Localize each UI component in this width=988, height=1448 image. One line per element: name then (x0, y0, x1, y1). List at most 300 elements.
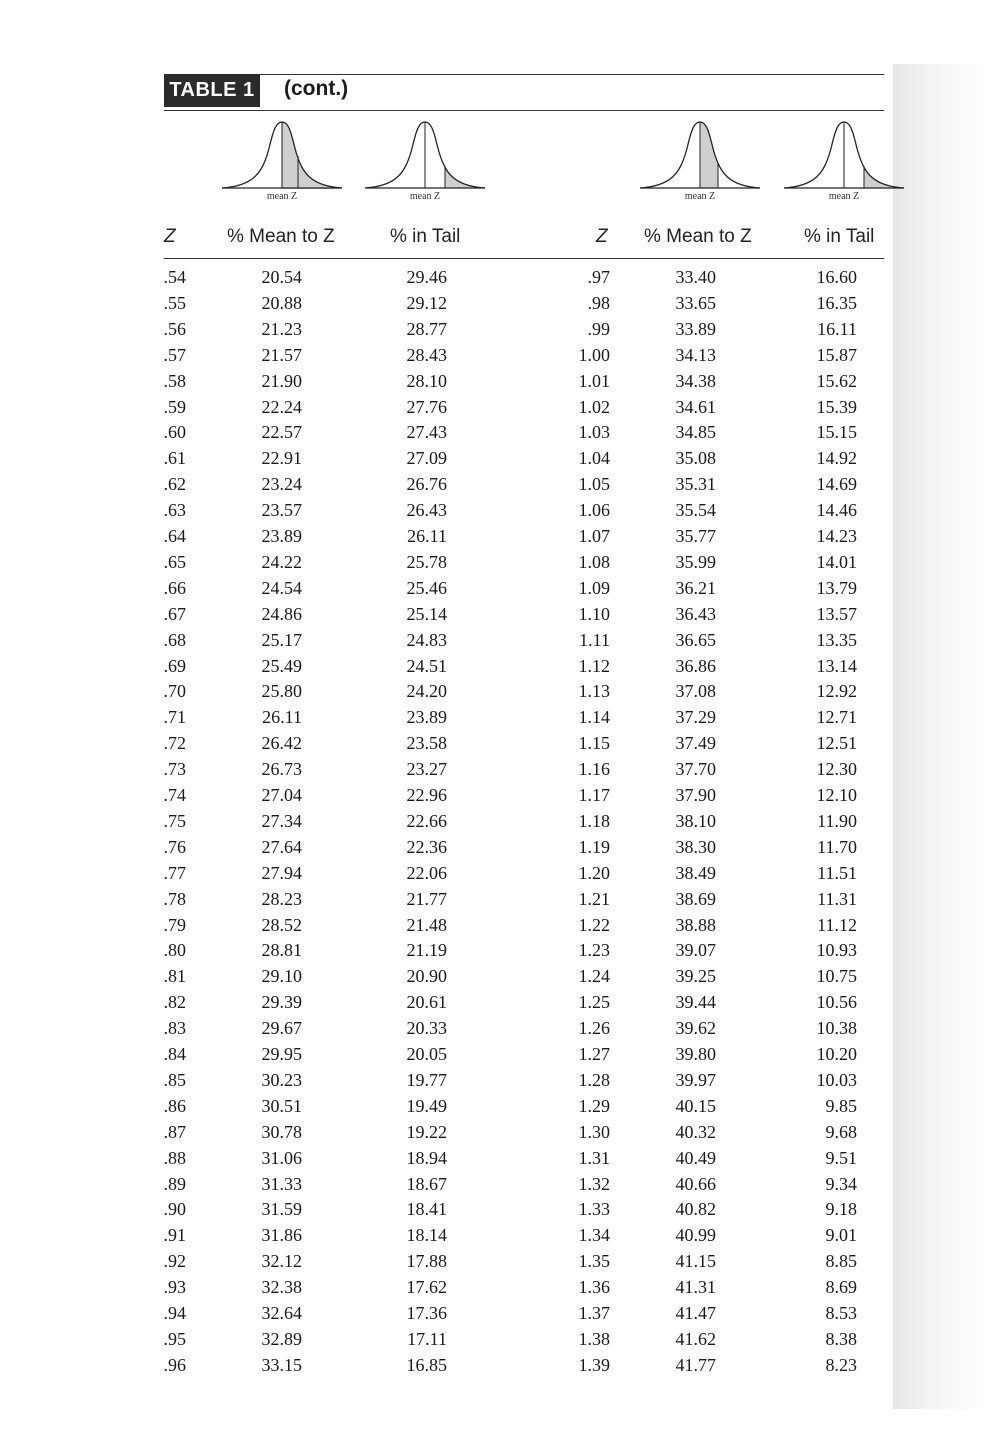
table-row (0, 912, 988, 938)
cell-z-left: .85 (163, 1069, 186, 1090)
cell-in-tail-left: 22.66 (406, 810, 447, 831)
cell-in-tail-left: 22.96 (406, 785, 447, 805)
cell-in-tail-right: 15.62 (816, 370, 857, 391)
cell-z-right: 1.10 (578, 603, 610, 624)
cell-mean-to-z-left: 24.86 (261, 603, 302, 624)
cell-z-right: 1.12 (578, 655, 610, 676)
cell-mean-to-z-right: 39.25 (675, 966, 716, 987)
cell-mean-to-z-right: 37.49 (675, 733, 716, 754)
cell-mean-to-z-right: 33.40 (675, 267, 716, 287)
cell-z-right: 1.24 (578, 966, 610, 987)
cell-mean-to-z-left: 20.54 (261, 267, 302, 287)
cell-z-left: .61 (163, 448, 186, 469)
cell-in-tail-left: 28.10 (406, 370, 447, 391)
cell-mean-to-z-left: 27.94 (261, 862, 302, 883)
cell-mean-to-z-left: 27.04 (261, 785, 302, 805)
cell-z-right: 1.32 (578, 1173, 610, 1194)
cell-z-right: 1.07 (578, 526, 610, 546)
header-mean-to-z-left: % Mean to Z (227, 226, 335, 247)
cell-in-tail-left: 25.78 (406, 551, 447, 572)
cell-z-left: .78 (163, 888, 186, 909)
cell-in-tail-right: 15.87 (816, 344, 857, 365)
cell-mean-to-z-right: 40.82 (675, 1199, 716, 1220)
cell-z-right: 1.20 (578, 862, 610, 883)
cell-in-tail-right: 11.90 (817, 810, 857, 831)
cell-in-tail-right: 12.92 (816, 681, 857, 702)
table-row (0, 394, 988, 420)
cell-z-right: 1.11 (579, 629, 610, 650)
cell-z-left: .56 (163, 318, 186, 339)
cell-z-left: .73 (163, 759, 186, 780)
cell-mean-to-z-right: 36.65 (675, 629, 716, 650)
cell-mean-to-z-right: 37.29 (675, 707, 716, 728)
cell-in-tail-left: 17.88 (406, 1251, 447, 1272)
cell-mean-to-z-right: 38.10 (675, 810, 716, 831)
cell-in-tail-right: 11.51 (817, 862, 857, 883)
cell-in-tail-right: 10.03 (816, 1069, 857, 1090)
cell-z-left: .76 (163, 836, 186, 857)
table-row (0, 419, 988, 445)
cell-mean-to-z-left: 22.91 (261, 448, 302, 469)
table-row (0, 808, 988, 834)
cell-mean-to-z-left: 26.42 (261, 733, 302, 754)
cell-mean-to-z-right: 41.47 (675, 1303, 716, 1323)
cell-in-tail-left: 22.36 (406, 836, 447, 857)
cell-in-tail-left: 18.67 (406, 1173, 447, 1194)
cell-in-tail-left: 29.46 (406, 267, 447, 287)
cell-mean-to-z-left: 25.17 (261, 629, 302, 650)
cell-in-tail-right: 9.51 (825, 1147, 857, 1168)
cell-mean-to-z-right: 37.08 (675, 681, 716, 702)
cell-in-tail-left: 25.14 (406, 603, 447, 624)
cell-in-tail-left: 22.06 (406, 862, 447, 883)
header-in-tail-left: % in Tail (390, 226, 461, 247)
cell-z-right: 1.28 (578, 1069, 610, 1090)
cell-mean-to-z-right: 33.89 (675, 318, 716, 339)
cell-z-right: 1.14 (578, 707, 610, 728)
cell-mean-to-z-left: 29.67 (261, 1018, 302, 1039)
cell-z-right: 1.16 (578, 759, 610, 780)
cell-mean-to-z-right: 35.08 (675, 448, 716, 469)
cell-z-right: 1.09 (578, 577, 610, 598)
cell-in-tail-right: 8.53 (825, 1303, 857, 1323)
table-row (0, 445, 988, 471)
curve-in-tail-left (363, 118, 487, 208)
cell-mean-to-z-right: 34.38 (675, 370, 716, 391)
cell-mean-to-z-left: 30.78 (261, 1121, 302, 1142)
cell-z-left: .71 (163, 707, 186, 728)
cell-mean-to-z-left: 24.54 (261, 577, 302, 598)
cell-z-left: .79 (163, 914, 186, 935)
cell-mean-to-z-left: 29.10 (261, 966, 302, 987)
cell-mean-to-z-left: 23.57 (261, 500, 302, 521)
table-row (0, 471, 988, 497)
cell-in-tail-left: 29.12 (406, 292, 447, 313)
cell-in-tail-left: 20.61 (406, 992, 447, 1013)
table-row (0, 1326, 988, 1352)
cell-in-tail-left: 23.89 (406, 707, 447, 728)
cell-z-left: .64 (163, 526, 186, 546)
cell-in-tail-left: 21.48 (406, 914, 447, 935)
cell-in-tail-right: 12.71 (816, 707, 857, 728)
cell-mean-to-z-right: 40.49 (675, 1147, 716, 1168)
table-row (0, 1171, 988, 1197)
cell-z-right: 1.30 (578, 1121, 610, 1142)
table-row (0, 497, 988, 523)
cell-mean-to-z-left: 24.22 (261, 551, 302, 572)
cell-z-left: .77 (163, 862, 186, 883)
curve-label: mean Z (684, 191, 716, 202)
cell-in-tail-right: 14.23 (816, 526, 857, 546)
cell-z-left: .87 (163, 1121, 186, 1142)
cell-in-tail-left: 19.77 (406, 1069, 447, 1090)
cell-z-right: 1.33 (578, 1199, 610, 1220)
cell-in-tail-left: 19.49 (406, 1095, 447, 1116)
cell-z-left: .95 (163, 1328, 186, 1349)
cell-z-right: 1.23 (578, 940, 610, 961)
cell-in-tail-left: 21.19 (406, 940, 447, 961)
cell-in-tail-right: 11.70 (817, 836, 857, 857)
cell-in-tail-right: 11.12 (817, 914, 857, 935)
cell-z-left: .65 (163, 551, 186, 572)
cell-mean-to-z-left: 27.34 (261, 810, 302, 831)
cell-in-tail-left: 26.43 (406, 500, 447, 521)
cell-z-left: .90 (163, 1199, 186, 1220)
cell-in-tail-left: 17.36 (406, 1303, 447, 1323)
cell-z-right: 1.02 (578, 396, 610, 417)
cell-mean-to-z-right: 34.85 (675, 422, 716, 443)
top-rule (260, 74, 884, 75)
cell-z-left: .84 (163, 1044, 186, 1064)
cell-mean-to-z-right: 39.07 (675, 940, 716, 961)
cell-z-left: .67 (163, 603, 186, 624)
cell-mean-to-z-right: 36.86 (675, 655, 716, 676)
cell-in-tail-right: 10.56 (816, 992, 857, 1013)
cell-mean-to-z-right: 37.70 (675, 759, 716, 780)
cell-in-tail-right: 9.34 (825, 1173, 857, 1194)
cell-in-tail-right: 10.38 (816, 1018, 857, 1039)
cell-z-left: .83 (163, 1018, 186, 1039)
cell-in-tail-right: 14.69 (816, 474, 857, 495)
cell-z-right: 1.03 (578, 422, 610, 443)
cell-z-right: 1.00 (578, 344, 610, 365)
cell-in-tail-left: 28.77 (406, 318, 447, 339)
table-row (0, 886, 988, 912)
cell-z-left: .60 (163, 422, 186, 443)
cell-in-tail-left: 23.58 (406, 733, 447, 754)
cell-in-tail-right: 10.75 (816, 966, 857, 987)
cell-z-right: 1.01 (578, 370, 610, 391)
cell-mean-to-z-right: 36.21 (675, 577, 716, 598)
cell-in-tail-right: 12.51 (816, 733, 857, 754)
cell-mean-to-z-left: 26.11 (262, 707, 302, 728)
cell-in-tail-left: 26.11 (407, 526, 447, 546)
cell-z-right: 1.04 (578, 448, 610, 469)
cell-mean-to-z-right: 39.62 (675, 1018, 716, 1039)
cell-mean-to-z-right: 39.44 (675, 992, 716, 1013)
table-row (0, 1041, 988, 1067)
cell-in-tail-right: 13.35 (816, 629, 857, 650)
cell-in-tail-left: 27.76 (406, 396, 447, 417)
cell-z-right: 1.17 (578, 785, 610, 805)
cell-in-tail-right: 11.31 (817, 888, 857, 909)
cell-in-tail-right: 14.92 (816, 448, 857, 469)
cell-z-left: .70 (163, 681, 186, 702)
cell-mean-to-z-left: 28.52 (261, 914, 302, 935)
cell-in-tail-left: 19.22 (406, 1121, 447, 1142)
cell-z-right: 1.37 (578, 1303, 610, 1323)
table-row (0, 1196, 988, 1222)
cell-in-tail-left: 21.77 (406, 888, 447, 909)
cell-z-left: .59 (163, 396, 186, 417)
cell-z-right: 1.05 (578, 474, 610, 495)
cell-mean-to-z-left: 25.80 (261, 681, 302, 702)
cell-mean-to-z-right: 41.77 (675, 1354, 716, 1375)
cell-mean-to-z-left: 32.64 (261, 1303, 302, 1323)
cell-in-tail-left: 20.05 (406, 1044, 447, 1064)
cell-mean-to-z-left: 29.95 (261, 1044, 302, 1064)
cell-mean-to-z-right: 37.90 (675, 785, 716, 805)
table-row (0, 1119, 988, 1145)
table-row (0, 860, 988, 886)
cell-z-left: .86 (163, 1095, 186, 1116)
table-row (0, 523, 988, 549)
cell-z-right: 1.15 (578, 733, 610, 754)
cont-label: (cont.) (284, 77, 349, 100)
cell-mean-to-z-left: 31.33 (261, 1173, 302, 1194)
cell-z-right: 1.21 (578, 888, 610, 909)
table-row (0, 963, 988, 989)
cell-mean-to-z-right: 41.31 (675, 1277, 716, 1298)
table-row (0, 1352, 988, 1378)
cell-mean-to-z-left: 26.73 (261, 759, 302, 780)
cell-in-tail-right: 10.93 (816, 940, 857, 961)
cell-mean-to-z-right: 36.43 (675, 603, 716, 624)
cell-mean-to-z-left: 28.81 (261, 940, 302, 961)
cell-mean-to-z-left: 22.57 (261, 422, 302, 443)
cell-in-tail-right: 13.79 (816, 577, 857, 598)
cell-z-right: 1.29 (578, 1095, 610, 1116)
curve-mean-to-z-right (638, 118, 762, 208)
cell-in-tail-left: 18.14 (406, 1225, 447, 1246)
table-row (0, 678, 988, 704)
header-in-tail-right: % in Tail (804, 226, 875, 247)
cell-in-tail-right: 12.30 (816, 759, 857, 780)
cell-mean-to-z-left: 32.38 (261, 1277, 302, 1298)
cell-mean-to-z-left: 27.64 (261, 836, 302, 857)
cell-z-left: .68 (163, 629, 186, 650)
cell-mean-to-z-right: 40.32 (675, 1121, 716, 1142)
cell-in-tail-left: 26.76 (406, 474, 447, 495)
cell-in-tail-left: 17.11 (407, 1328, 447, 1349)
cell-mean-to-z-left: 30.23 (261, 1069, 302, 1090)
table-row (0, 601, 988, 627)
cell-in-tail-right: 10.20 (816, 1044, 857, 1064)
cell-z-right: .98 (587, 292, 610, 313)
cell-z-left: .75 (163, 810, 186, 831)
cell-mean-to-z-left: 22.24 (261, 396, 302, 417)
cell-z-right: 1.08 (578, 551, 610, 572)
table-row (0, 704, 988, 730)
cell-z-right: 1.27 (578, 1044, 610, 1064)
table-row (0, 1015, 988, 1041)
header-z-left: Z (164, 226, 176, 247)
cell-z-left: .72 (163, 733, 186, 754)
cell-in-tail-left: 17.62 (406, 1277, 447, 1298)
cell-mean-to-z-left: 29.39 (261, 992, 302, 1013)
cell-mean-to-z-left: 28.23 (261, 888, 302, 909)
table-row (0, 342, 988, 368)
cell-in-tail-right: 8.85 (825, 1251, 857, 1272)
cell-z-right: 1.26 (578, 1018, 610, 1039)
curve-label: mean Z (266, 191, 298, 202)
curve-mean-to-z-left (220, 118, 344, 208)
cell-in-tail-left: 18.41 (406, 1199, 447, 1220)
cell-z-left: .54 (163, 267, 186, 287)
table-row (0, 1300, 988, 1326)
cell-z-left: .74 (163, 785, 186, 805)
cell-mean-to-z-left: 25.49 (261, 655, 302, 676)
table-row (0, 368, 988, 394)
table-row (0, 1067, 988, 1093)
cell-in-tail-right: 9.68 (825, 1121, 857, 1142)
cell-in-tail-left: 20.33 (406, 1018, 447, 1039)
cell-mean-to-z-right: 38.69 (675, 888, 716, 909)
table-row (0, 782, 988, 808)
table-row (0, 575, 988, 601)
cell-in-tail-right: 9.01 (825, 1225, 857, 1246)
cell-in-tail-right: 16.60 (816, 267, 857, 287)
cell-mean-to-z-right: 40.66 (675, 1173, 716, 1194)
cell-z-left: .80 (163, 940, 186, 961)
cell-in-tail-left: 24.83 (406, 629, 447, 650)
cell-z-left: .94 (163, 1303, 186, 1323)
cell-mean-to-z-right: 40.15 (675, 1095, 716, 1116)
table-row (0, 989, 988, 1015)
cell-in-tail-left: 25.46 (406, 577, 447, 598)
cell-in-tail-right: 8.69 (825, 1277, 857, 1298)
table-row (0, 1145, 988, 1171)
table-row (0, 834, 988, 860)
cell-z-right: 1.38 (578, 1328, 610, 1349)
cell-mean-to-z-right: 34.61 (675, 396, 716, 417)
cell-z-left: .88 (163, 1147, 186, 1168)
table-row (0, 1248, 988, 1274)
cell-mean-to-z-left: 32.12 (261, 1251, 302, 1272)
cell-mean-to-z-left: 20.88 (261, 292, 302, 313)
cell-in-tail-left: 24.20 (406, 681, 447, 702)
cell-z-left: .96 (163, 1354, 186, 1375)
cell-mean-to-z-right: 35.77 (675, 526, 716, 546)
table-row (0, 1222, 988, 1248)
cell-mean-to-z-right: 41.62 (675, 1328, 716, 1349)
cell-mean-to-z-left: 31.59 (261, 1199, 302, 1220)
cell-in-tail-right: 9.85 (825, 1095, 857, 1116)
cell-in-tail-right: 16.11 (817, 318, 857, 339)
cell-in-tail-left: 18.94 (406, 1147, 447, 1168)
table-row (0, 549, 988, 575)
cell-in-tail-right: 16.35 (816, 292, 857, 313)
cell-z-right: 1.39 (578, 1354, 610, 1375)
cell-mean-to-z-left: 21.90 (261, 370, 302, 391)
table-row (0, 290, 988, 316)
cell-mean-to-z-right: 38.30 (675, 836, 716, 857)
cell-z-left: .63 (163, 500, 186, 521)
table-label: TABLE 1 (164, 74, 260, 107)
cell-in-tail-left: 27.43 (406, 422, 447, 443)
table-row (0, 756, 988, 782)
cell-z-left: .55 (163, 292, 186, 313)
cell-z-left: .69 (163, 655, 186, 676)
cell-z-right: 1.36 (578, 1277, 610, 1298)
table-row (0, 264, 988, 290)
cell-mean-to-z-left: 21.57 (261, 344, 302, 365)
cell-mean-to-z-right: 35.99 (675, 551, 716, 572)
cell-z-left: .93 (163, 1277, 186, 1298)
curve-label: mean Z (828, 191, 860, 202)
cell-z-right: .97 (587, 267, 610, 287)
cell-in-tail-left: 20.90 (406, 966, 447, 987)
cell-in-tail-right: 9.18 (825, 1199, 857, 1220)
cell-z-left: .82 (163, 992, 186, 1013)
title-rule (164, 110, 884, 111)
cell-z-left: .62 (163, 474, 186, 495)
cell-in-tail-right: 15.39 (816, 396, 857, 417)
header-z-right: Z (596, 226, 608, 247)
cell-mean-to-z-right: 38.49 (675, 862, 716, 883)
cell-z-left: .66 (163, 577, 186, 598)
cell-z-right: 1.18 (578, 810, 610, 831)
cell-mean-to-z-right: 35.31 (675, 474, 716, 495)
curve-label: mean Z (409, 191, 441, 202)
cell-mean-to-z-left: 30.51 (261, 1095, 302, 1116)
table-row (0, 653, 988, 679)
cell-in-tail-right: 8.38 (825, 1328, 857, 1349)
cell-in-tail-right: 14.01 (816, 551, 857, 572)
cell-z-right: 1.19 (578, 836, 610, 857)
cell-in-tail-left: 28.43 (406, 344, 447, 365)
curve-in-tail-right (782, 118, 906, 208)
cell-z-left: .58 (163, 370, 186, 391)
cell-in-tail-right: 15.15 (816, 422, 857, 443)
header-mean-to-z-right: % Mean to Z (644, 226, 752, 247)
cell-z-right: 1.35 (578, 1251, 610, 1272)
cell-z-right: 1.31 (578, 1147, 610, 1168)
cell-mean-to-z-left: 23.24 (261, 474, 302, 495)
cell-z-right: 1.13 (578, 681, 610, 702)
cell-mean-to-z-left: 31.86 (261, 1225, 302, 1246)
cell-in-tail-right: 13.14 (816, 655, 857, 676)
cell-mean-to-z-left: 23.89 (261, 526, 302, 546)
cell-mean-to-z-right: 40.99 (675, 1225, 716, 1246)
cell-in-tail-left: 16.85 (406, 1354, 447, 1375)
cell-z-left: .57 (163, 344, 186, 365)
table-row (0, 937, 988, 963)
table-row (0, 1093, 988, 1119)
cell-mean-to-z-right: 39.80 (675, 1044, 716, 1064)
cell-z-left: .91 (163, 1225, 186, 1246)
cell-in-tail-left: 24.51 (406, 655, 447, 676)
cell-z-right: 1.25 (578, 992, 610, 1013)
cell-z-left: .89 (163, 1173, 186, 1194)
cell-mean-to-z-left: 33.15 (261, 1354, 302, 1375)
cell-z-left: .81 (163, 966, 186, 987)
cell-mean-to-z-left: 21.23 (261, 318, 302, 339)
cell-z-right: 1.22 (578, 914, 610, 935)
table-row (0, 1274, 988, 1300)
table-row (0, 627, 988, 653)
cell-in-tail-right: 13.57 (816, 603, 857, 624)
